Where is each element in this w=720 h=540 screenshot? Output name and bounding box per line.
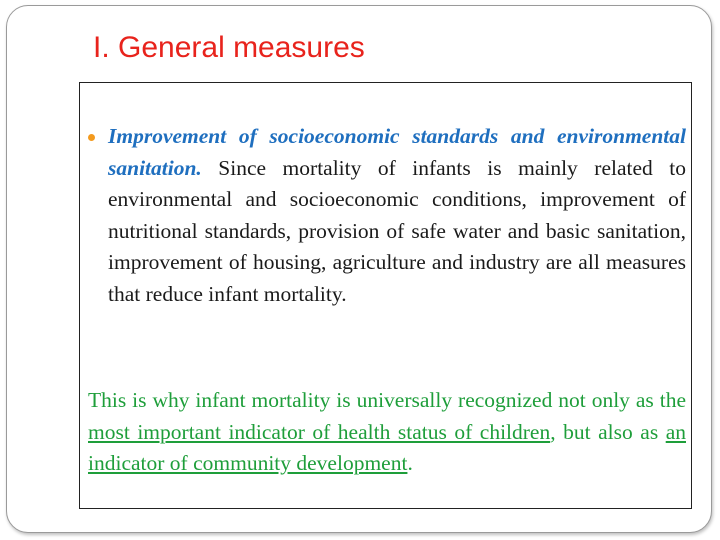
conclusion-text-2: , but also as (550, 419, 666, 444)
bullet-dot-icon (88, 134, 95, 141)
bullet-paragraph (108, 121, 686, 310)
bullet-lead: Improvement of socioeconomic standards and environmental sanitation. (108, 124, 686, 180)
bullet-body: Since mortality of infants is mainly related to environmental and socioeconomic conditions, improvement of nutritional standards, provision of safe water and basic sanitation, improvement of housing, agriculture and industry are all measures that reduce infant mortality. (108, 155, 686, 306)
indicator-health-link[interactable]: most important indicator of health status of children (88, 419, 551, 444)
slide-title: I. General measures (93, 31, 365, 64)
indicator-community-link[interactable]: an indicator of community development (88, 419, 686, 475)
conclusion-paragraph (88, 385, 686, 480)
content-box (79, 82, 692, 509)
slide (6, 5, 712, 533)
conclusion-text-3: . (407, 451, 413, 475)
conclusion-text-1: This is why infant mortality is universally recognized not only as the (88, 388, 686, 412)
